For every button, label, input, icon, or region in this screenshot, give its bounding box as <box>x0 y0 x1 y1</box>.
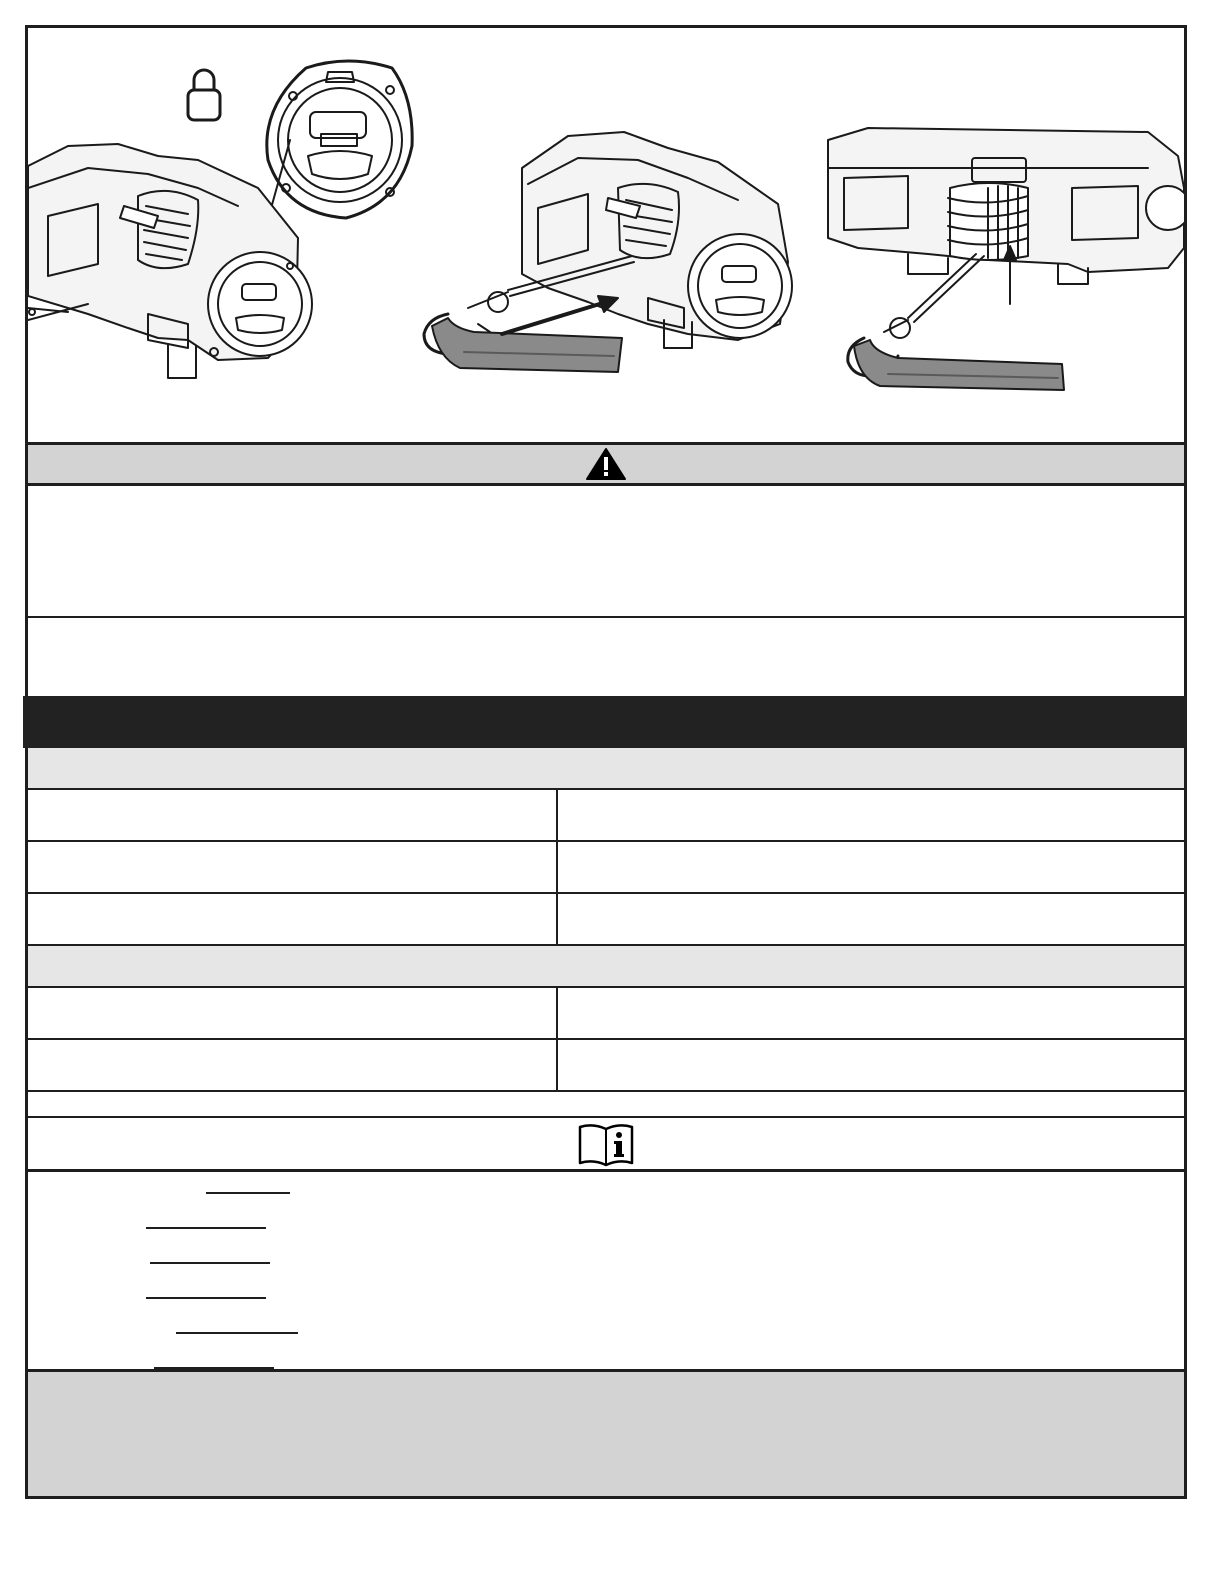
winch-pull-rope-panel <box>424 132 792 372</box>
spec-row <box>28 988 1184 1040</box>
spec-group-header <box>28 748 1184 790</box>
warning-header <box>28 442 1184 486</box>
spec-row <box>28 842 1184 894</box>
link[interactable] <box>146 1297 266 1299</box>
winch-spooled-rope-panel <box>828 128 1184 390</box>
link[interactable] <box>176 1332 298 1334</box>
link[interactable] <box>146 1227 266 1229</box>
winch-body <box>28 144 312 378</box>
spec-group-header <box>28 946 1184 988</box>
link[interactable] <box>150 1262 270 1264</box>
spec-label-cell <box>28 988 558 1038</box>
link[interactable] <box>154 1367 274 1369</box>
spec-row <box>28 894 1184 946</box>
spec-row <box>28 790 1184 842</box>
warning-triangle-icon <box>585 447 627 481</box>
direction-arrow-icon <box>502 296 618 334</box>
illustration-strip <box>28 28 1184 442</box>
spec-row <box>28 1040 1184 1092</box>
spec-label-cell <box>28 894 558 944</box>
link[interactable] <box>206 1192 290 1194</box>
strap <box>854 340 1064 390</box>
spec-label-cell <box>28 1040 558 1090</box>
spacer-row <box>28 1092 1184 1118</box>
spec-value-cell <box>558 842 1184 892</box>
manual-page <box>25 25 1187 1499</box>
spec-value-cell <box>558 1040 1184 1090</box>
section-title-bar <box>23 696 1187 748</box>
spec-value-cell <box>558 790 1184 840</box>
warning-body <box>28 486 1184 618</box>
spec-label-cell <box>28 790 558 840</box>
winch-lock-panel <box>28 61 412 378</box>
link-list <box>28 1172 1184 1372</box>
note-section <box>28 618 1184 696</box>
end-cap-detail <box>267 61 412 218</box>
manual-info-icon <box>577 1121 635 1167</box>
padlock-icon <box>188 70 220 120</box>
spec-value-cell <box>558 894 1184 944</box>
spec-value-cell <box>558 988 1184 1038</box>
footer-notice-box <box>28 1372 1184 1496</box>
up-arrow-icon <box>1004 246 1016 304</box>
spec-label-cell <box>28 842 558 892</box>
info-header <box>28 1118 1184 1172</box>
